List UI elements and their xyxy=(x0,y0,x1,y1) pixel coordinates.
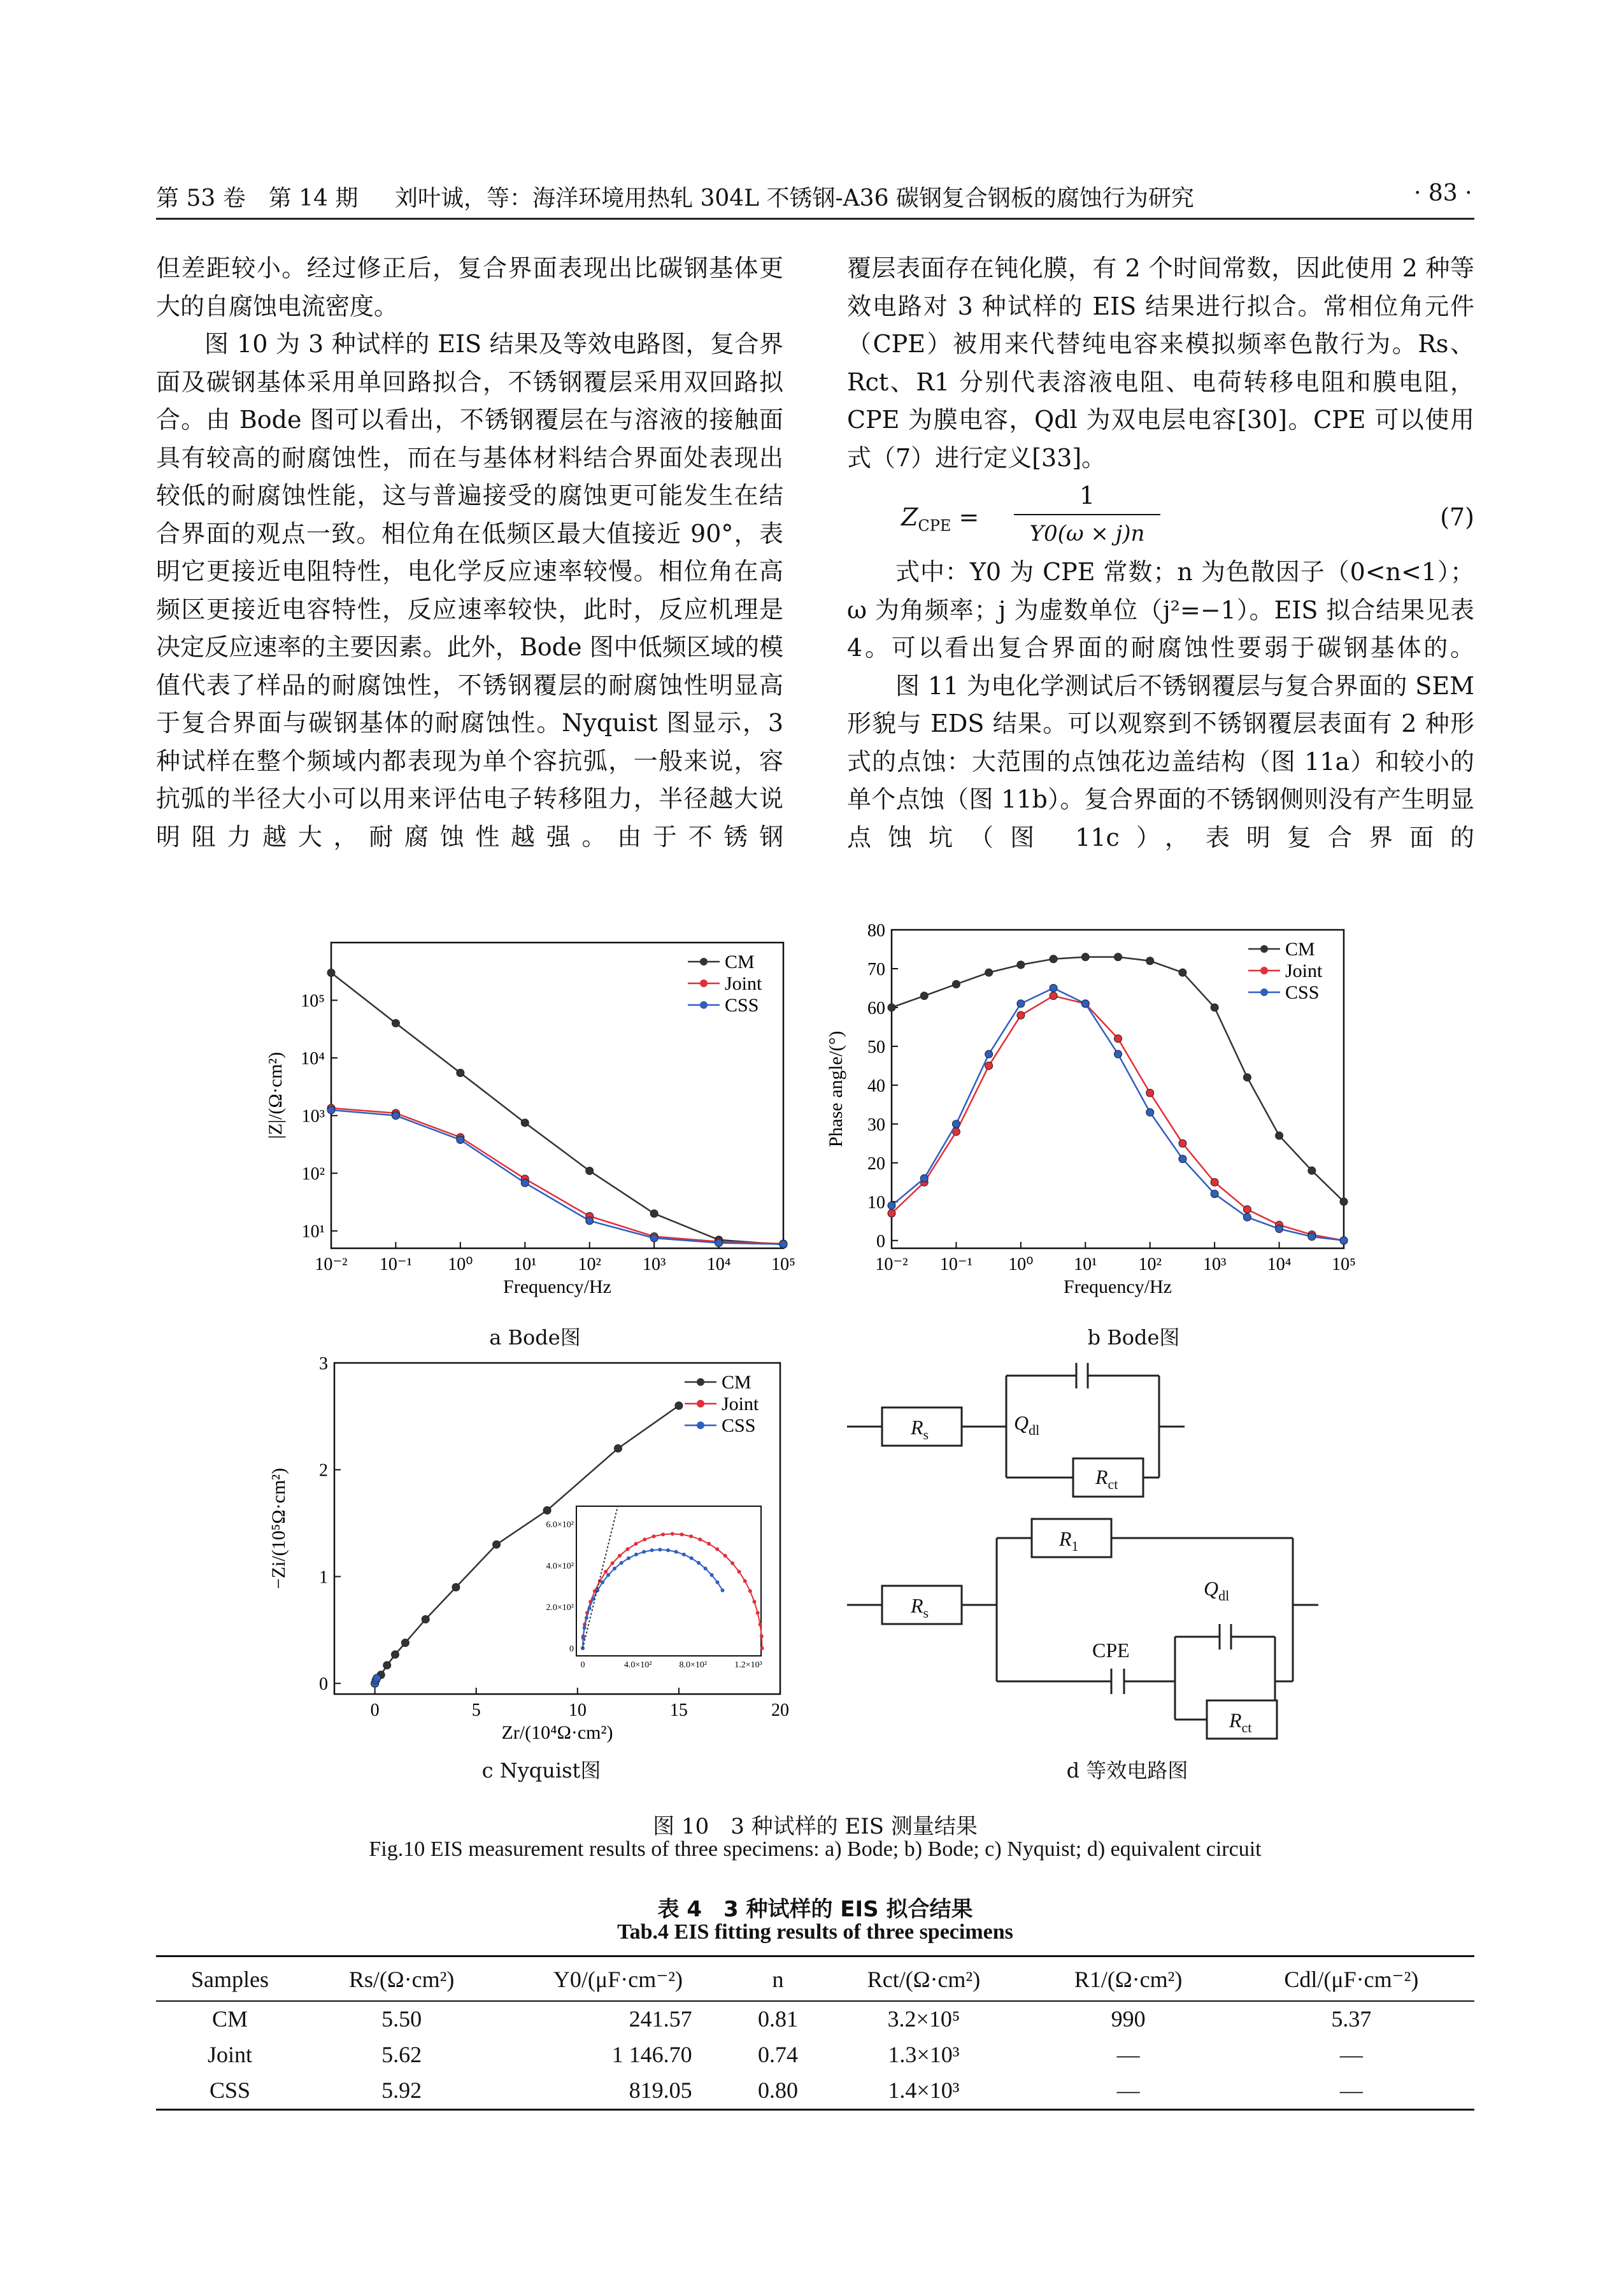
inset-x-tick-label: 1.2×10³ xyxy=(734,1660,762,1670)
data-point-CM xyxy=(675,1402,683,1409)
legend-marker xyxy=(700,958,708,965)
data-point-Joint xyxy=(1179,1139,1186,1147)
x-tick-label: 10⁴ xyxy=(1267,1255,1292,1274)
table-cell: — xyxy=(1116,2042,1140,2067)
data-point-CSS xyxy=(1276,1225,1283,1233)
data-point-CM xyxy=(452,1583,460,1591)
inset-point xyxy=(625,1547,629,1551)
y-tick-label: 10¹ xyxy=(301,1222,325,1242)
paragraph: 图 10 为 3 种试样的 EIS 结果及等效电路图，复合界面及碳钢基体采用单回路拟合，不锈钢覆层采用双回路拟合。由 Bode 图可以看出，不锈钢覆层在与溶液的接触面具有较高的耐腐蚀性，而在与基体材料结合界面处表现出较低的耐腐蚀性能，这与普遍接受的腐蚀更可能发生在结合界面的观点一致。相位角在低频区最大值接近 90°，表明它更接近电阻特性，电化学反应速率较慢。相位角在高频区更接近电容特性，反应速率较快，此时，反应机理是决定反应速率的主要因素。此外，Bode 图中低频区域的模值代表了样品的耐腐蚀性，不锈钢覆层的耐腐蚀性明显高于复合界面与碳钢基体的耐腐蚀性。Nyquist 图显示，3 种试样在整个频域内都表现为单个容抗弧，一般来说，容抗弧的半径大小可以用来评估电子转移阻力，半径越大说明阻力越大，耐腐蚀性越强。由于不锈钢 xyxy=(156,330,783,851)
data-point-CSS xyxy=(780,1240,787,1248)
x-tick-label: 10¹ xyxy=(1074,1255,1097,1274)
eis-fitting-table xyxy=(156,1955,1474,2111)
equation-numerator: 1 xyxy=(1079,481,1095,509)
x-axis-label: Frequency/Hz xyxy=(1064,1276,1172,1297)
y-tick-label: 10³ xyxy=(301,1106,325,1127)
x-tick-label: 10⁰ xyxy=(448,1255,473,1274)
table-cell: 5.92 xyxy=(304,2073,499,2110)
inset-point xyxy=(689,1534,693,1538)
x-tick-label: 5 xyxy=(471,1700,481,1720)
y-tick-label: 80 xyxy=(867,921,885,941)
svg-text:Rs: $R_s$ xyxy=(911,1416,929,1443)
equation-number: (7) xyxy=(1440,503,1474,531)
column-header: R1/(Ω·cm²) xyxy=(1029,1956,1229,2002)
legend-marker xyxy=(1260,988,1268,996)
data-point-CSS xyxy=(650,1234,658,1242)
inset-point xyxy=(756,1611,760,1615)
table-cell: 5.62 xyxy=(381,2042,422,2067)
x-tick-label: 10⁻¹ xyxy=(379,1255,413,1274)
table-title-cn: 表 4 3 种试样的 EIS 拟合结果 xyxy=(657,1897,973,1922)
inset-point xyxy=(704,1567,708,1571)
data-point-CM xyxy=(1017,961,1025,969)
y-tick-label: 3 xyxy=(319,1354,328,1374)
inset-point xyxy=(682,1553,686,1557)
running-header-volume: 第 53 卷 第 14 期 xyxy=(156,185,359,211)
table-cell: 990 xyxy=(1111,2006,1146,2032)
legend-marker xyxy=(1260,967,1268,974)
equation-denominator: Y0(ω × j)n xyxy=(1029,521,1145,546)
table-row xyxy=(156,2073,1474,2110)
inset-y-tick-label: 4.0×10² xyxy=(546,1562,574,1571)
inset-point xyxy=(634,1553,638,1557)
x-tick-label: 10² xyxy=(578,1255,601,1274)
paragraph: 图 11 为电化学测试后不锈钢覆层与复合界面的 SEM 形貌与 EDS 结果。可以观察到不锈钢覆层表面有 2 种形式的点蚀：大范围的点蚀花边盖结构（图 11a）和较小的单个点蚀（图 11b）。复合界面的不锈钢侧则没有产生明显点蚀坑（图 11c），表明复合界面的 xyxy=(847,671,1474,851)
data-point-CM xyxy=(327,969,335,976)
table-title-en: Tab.4 EIS fitting results of three specimens xyxy=(617,1920,1013,1944)
x-axis-label: Frequency/Hz xyxy=(503,1276,611,1297)
data-point-CSS xyxy=(715,1239,723,1247)
column-header: Rct/(Ω·cm²) xyxy=(819,1956,1028,2002)
inset-point xyxy=(710,1573,714,1577)
y-tick-label: 40 xyxy=(867,1076,885,1096)
data-point-CM xyxy=(392,1020,399,1027)
table-header-row xyxy=(156,1956,1474,2002)
data-point-CSS xyxy=(952,1120,960,1128)
data-point-CSS xyxy=(1243,1213,1251,1221)
table-cell: 1.4×10³ xyxy=(819,2073,1028,2110)
table-cell: 5.37 xyxy=(1331,2006,1372,2032)
series-line-CSS xyxy=(331,1110,783,1244)
legend-marker xyxy=(697,1400,704,1407)
y-tick-label: 0 xyxy=(319,1674,328,1695)
series-line-CM xyxy=(892,957,1344,1202)
x-tick-label: 10⁻² xyxy=(875,1255,908,1274)
x-tick-label: 10⁵ xyxy=(1332,1255,1356,1274)
data-point-CSS xyxy=(1146,1109,1154,1116)
data-point-CM xyxy=(1115,953,1122,961)
data-point-CM xyxy=(391,1651,399,1658)
data-point-CM xyxy=(1276,1132,1283,1139)
table-cell: 1 146.70 xyxy=(611,2042,692,2067)
data-point-CM xyxy=(457,1069,464,1077)
series-line-CSS xyxy=(892,988,1344,1240)
inset-point xyxy=(643,1537,646,1541)
data-point-CM xyxy=(952,980,960,988)
right-column xyxy=(847,250,1474,857)
data-point-CSS xyxy=(586,1217,594,1225)
legend-label: CSS xyxy=(1285,982,1320,1003)
data-point-CSS xyxy=(521,1179,529,1186)
svg-text:Qdl: $Q_{dl}$ xyxy=(1204,1577,1230,1604)
data-point-CM xyxy=(650,1209,658,1217)
inset-point xyxy=(759,1623,762,1627)
legend-label: CM xyxy=(722,1372,751,1393)
x-tick-label: 10⁵ xyxy=(771,1255,795,1274)
y-tick-label: 10² xyxy=(301,1164,325,1185)
y-tick-label: 10 xyxy=(867,1192,885,1213)
data-point-Joint xyxy=(1211,1178,1218,1186)
header-rule xyxy=(156,218,1474,220)
legend-label: Joint xyxy=(725,973,762,994)
inset-y-tick-label: 0 xyxy=(569,1644,574,1654)
data-point-CSS xyxy=(1017,1000,1025,1008)
y-tick-label: 60 xyxy=(867,998,885,1018)
data-point-CM xyxy=(1146,957,1154,965)
table-cell: — xyxy=(1229,2073,1474,2110)
inset-point xyxy=(698,1537,702,1541)
inset-point xyxy=(697,1561,701,1565)
svg-text:Rct: $R_{ct}$ xyxy=(1095,1465,1118,1492)
data-point-CSS xyxy=(373,1674,381,1682)
x-tick-label: 0 xyxy=(370,1700,380,1720)
inset-point xyxy=(707,1542,711,1546)
x-tick-label: 10³ xyxy=(1202,1255,1227,1274)
equation-7: $Z_{CPE}$ = 1 Y0(ω × j)n (7) xyxy=(847,477,1474,553)
left-column xyxy=(156,250,783,856)
inset-x-tick-label: 8.0×10² xyxy=(679,1660,708,1670)
y-tick-label: 10⁴ xyxy=(301,1049,325,1069)
nyquist-chart xyxy=(268,1354,802,1764)
inset-point xyxy=(642,1550,646,1554)
data-point-CSS xyxy=(1081,1000,1089,1008)
panel-a-caption: a Bode图 xyxy=(489,1325,581,1350)
data-point-CSS xyxy=(1115,1050,1122,1058)
legend-marker xyxy=(700,980,708,987)
inset-point xyxy=(613,1567,616,1571)
inset-point xyxy=(618,1554,622,1558)
inset-point xyxy=(585,1616,588,1620)
inset-point xyxy=(730,1562,734,1565)
data-point-Joint xyxy=(985,1062,993,1069)
inset-point xyxy=(661,1532,665,1536)
figure-caption-en: Fig.10 EIS measurement results of three specimens: a) Bode; b) Bode; c) Nyquist; d) equivalent circuit xyxy=(369,1837,1262,1861)
inset-point xyxy=(671,1532,674,1535)
inset-point xyxy=(716,1580,720,1584)
x-tick-label: 10⁻¹ xyxy=(939,1255,973,1274)
plot-frame xyxy=(892,930,1344,1248)
inset-y-tick-label: 2.0×10² xyxy=(546,1603,574,1613)
data-point-CM xyxy=(1308,1167,1316,1174)
inset-x-tick-label: 4.0×10² xyxy=(623,1660,652,1670)
inset-point xyxy=(690,1557,694,1560)
legend-marker xyxy=(700,1001,708,1009)
legend-marker xyxy=(1260,945,1268,953)
inset-point xyxy=(587,1606,591,1610)
table-cell: 5.50 xyxy=(381,2006,422,2032)
inset-point xyxy=(743,1579,747,1583)
svg-text:R1: $R_1$ xyxy=(1059,1527,1079,1554)
panel-c-caption: c Nyquist图 xyxy=(481,1758,601,1783)
y-tick-label: 1 xyxy=(319,1567,328,1588)
data-point-CM xyxy=(1050,955,1057,963)
paragraph: 但差距较小。经过修正后，复合界面表现出比碳钢基体更大的自腐蚀电流密度。 xyxy=(156,254,783,320)
data-point-CSS xyxy=(457,1136,464,1144)
table-row xyxy=(156,2037,1474,2073)
table-cell: — xyxy=(1029,2073,1229,2110)
data-point-Joint xyxy=(1146,1089,1154,1097)
inset-point xyxy=(634,1542,638,1546)
series-line-Joint xyxy=(331,1108,783,1244)
data-point-CSS xyxy=(985,1050,993,1058)
legend-label: CM xyxy=(1285,939,1315,960)
inset-point xyxy=(720,1588,724,1592)
running-header-title: 刘叶诚，等：海洋环境用热轧 304L 不锈钢-A36 碳钢复合钢板的腐蚀行为研究 xyxy=(395,185,1194,211)
data-point-CM xyxy=(521,1119,529,1127)
y-tick-label: 10⁵ xyxy=(301,991,325,1011)
panel-b-caption: b Bode图 xyxy=(1087,1325,1180,1350)
data-point-CM xyxy=(985,969,993,976)
data-point-CM xyxy=(1211,1004,1218,1011)
data-point-CM xyxy=(493,1541,501,1548)
inset-point xyxy=(752,1600,756,1604)
data-point-CM xyxy=(383,1662,391,1669)
x-tick-label: 10² xyxy=(1138,1255,1162,1274)
legend-label: CM xyxy=(725,951,755,973)
table-cell: — xyxy=(1339,2042,1363,2067)
inset-point xyxy=(583,1626,587,1630)
panel-d-caption: d 等效电路图 xyxy=(1066,1758,1188,1783)
table-cell: 819.05 xyxy=(499,2073,736,2110)
data-point-CSS xyxy=(327,1106,335,1114)
data-point-CM xyxy=(1179,969,1186,976)
inset-point xyxy=(715,1547,719,1551)
legend-label: CSS xyxy=(722,1415,756,1436)
inset-point xyxy=(620,1561,623,1565)
data-point-Joint xyxy=(1115,1035,1122,1043)
y-tick-label: 70 xyxy=(867,959,885,980)
inset-point xyxy=(627,1557,630,1560)
column-header: Cdl/(μF·cm⁻²) xyxy=(1229,1956,1474,2002)
x-tick-label: 10¹ xyxy=(513,1255,537,1274)
y-axis-label: |Z|/(Ω·cm²) xyxy=(265,1051,286,1139)
column-header: Rs/(Ω·cm²) xyxy=(304,1956,499,2002)
column-header: Samples xyxy=(156,1956,304,2002)
table-cell: 241.57 xyxy=(629,2006,692,2032)
data-point-CM xyxy=(1243,1074,1251,1081)
inset-point xyxy=(658,1548,662,1551)
x-tick-label: 10 xyxy=(568,1700,587,1720)
data-point-CM xyxy=(614,1444,622,1452)
y-tick-label: 0 xyxy=(876,1231,885,1251)
legend-marker xyxy=(697,1378,704,1386)
legend-label: Joint xyxy=(1285,960,1323,981)
table-cell: 0.81 xyxy=(758,2006,799,2032)
table-cell: CM xyxy=(211,2006,248,2032)
x-tick-label: 10⁴ xyxy=(706,1255,731,1274)
table-cell: CSS xyxy=(156,2073,304,2110)
svg-text:Qdl: $Q_{dl}$ xyxy=(1014,1411,1040,1438)
y-axis-label: −Zi/(10⁵Ω·cm²) xyxy=(268,1467,289,1590)
y-tick-label: 30 xyxy=(867,1115,885,1135)
page-number: · 83 · xyxy=(1414,180,1472,206)
svg-text:CPE: CPE xyxy=(1092,1639,1130,1662)
data-point-CM xyxy=(888,1004,895,1011)
data-point-Joint xyxy=(1243,1206,1251,1213)
inset-point xyxy=(674,1550,678,1554)
inset-point xyxy=(737,1570,741,1574)
paragraph: 式中：Y0 为 CPE 常数；n 为色散因子（0<n<1）；ω 为角频率；j 为虚数单位（j²=−1）。EIS 拟合结果见表 4。可以看出复合界面的耐腐蚀性要弱于碳钢基体的。 xyxy=(847,558,1474,662)
inset-point xyxy=(611,1562,615,1565)
x-tick-label: 20 xyxy=(771,1700,789,1720)
inset-point xyxy=(606,1573,610,1577)
equivalent-circuit-diagram xyxy=(847,1357,1395,1751)
inset-point xyxy=(650,1548,654,1552)
inset-point xyxy=(748,1589,752,1593)
data-point-CSS xyxy=(392,1112,399,1120)
data-point-CSS xyxy=(1179,1155,1186,1163)
x-axis-label: Zr/(10⁴Ω·cm²) xyxy=(501,1722,613,1743)
inset-point xyxy=(666,1548,670,1552)
inset-point xyxy=(604,1570,608,1574)
data-point-CSS xyxy=(1340,1237,1348,1244)
data-point-Joint xyxy=(1050,992,1057,1000)
series-line-CM xyxy=(331,973,783,1244)
data-point-CM xyxy=(543,1506,551,1514)
column-header: Y0/(μF·cm⁻²) xyxy=(499,1956,736,2002)
x-tick-label: 15 xyxy=(669,1700,688,1720)
data-point-CSS xyxy=(888,1202,895,1209)
inset-point xyxy=(723,1554,727,1558)
legend-label: CSS xyxy=(725,995,759,1016)
y-tick-label: 2 xyxy=(319,1460,328,1481)
data-point-CM xyxy=(1340,1198,1348,1206)
table-cell: 0.74 xyxy=(758,2042,799,2067)
x-tick-label: 10³ xyxy=(642,1255,666,1274)
data-point-CSS xyxy=(1308,1233,1316,1241)
table-cell: 3.2×10⁵ xyxy=(887,2006,960,2032)
inset-point xyxy=(760,1634,764,1638)
svg-text:Rs: $R_s$ xyxy=(911,1594,929,1621)
data-point-Joint xyxy=(888,1209,895,1217)
inset-point xyxy=(680,1532,684,1536)
inset-point xyxy=(760,1646,764,1650)
data-point-Joint xyxy=(1017,1011,1025,1019)
paragraph: 覆层表面存在钝化膜，有 2 个时间常数，因此使用 2 种等效电路对 3 种试样的 EIS 结果进行拟合。常相位角元件（CPE）被用来代替纯电容来模拟频率色散行为。Rs、Rct、R1 分别代表溶液电阻、电荷转移电阻和膜电阻，CPE 为膜电容，Qdl 为双电层电容[30]。CPE 可以使用式（7）进行定义[33]。 xyxy=(847,254,1474,472)
bode-phase-chart xyxy=(822,923,1376,1312)
table-cell: 1.3×10³ xyxy=(888,2042,960,2067)
table-cell: Joint xyxy=(207,2042,252,2067)
data-point-CSS xyxy=(920,1174,928,1182)
legend-label: Joint xyxy=(722,1393,759,1414)
inset-x-tick-label: 0 xyxy=(580,1660,585,1670)
svg-text:Rct: $R_{ct}$ xyxy=(1229,1709,1252,1735)
table-row xyxy=(156,2001,1474,2037)
y-tick-label: 20 xyxy=(867,1153,885,1174)
data-point-CM xyxy=(422,1616,429,1623)
data-point-CSS xyxy=(1050,984,1057,992)
bode-magnitude-chart xyxy=(242,930,796,1312)
data-point-CM xyxy=(1081,953,1089,961)
column-header: n xyxy=(737,1956,820,2002)
legend-marker xyxy=(697,1421,704,1429)
x-tick-label: 10⁻² xyxy=(315,1255,348,1274)
inset-y-tick-label: 6.0×10² xyxy=(546,1520,574,1530)
table-cell: 0.80 xyxy=(737,2073,820,2110)
x-tick-label: 10⁰ xyxy=(1008,1255,1034,1274)
y-tick-label: 50 xyxy=(867,1037,885,1057)
y-axis-label: Phase angle/(°) xyxy=(825,1030,846,1148)
inset-point xyxy=(652,1534,656,1538)
figure-caption-cn: 图 10 3 种试样的 EIS 测量结果 xyxy=(653,1814,978,1839)
data-point-CM xyxy=(920,992,928,1000)
data-point-CM xyxy=(586,1167,594,1174)
data-point-CM xyxy=(401,1639,409,1646)
inset-point xyxy=(601,1580,604,1584)
data-point-CSS xyxy=(1211,1190,1218,1198)
